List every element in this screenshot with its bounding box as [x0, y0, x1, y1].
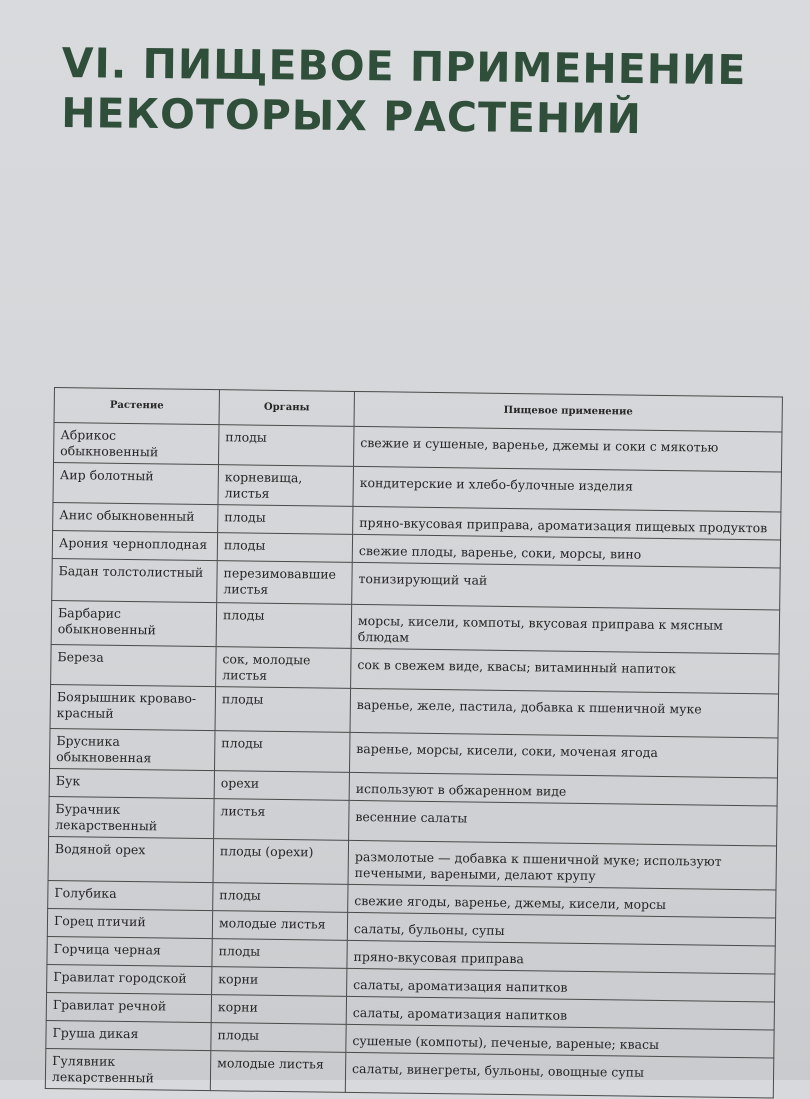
cell-organs: плоды: [217, 533, 352, 563]
cell-plant: Арония черноплодная: [52, 530, 217, 560]
cell-plant: Боярышник кроваво-красный: [50, 684, 216, 730]
header-organs: Органы: [219, 390, 354, 427]
cell-use: морсы, кисели, компоты, вкусовая приправа к мясным блюдам: [351, 604, 780, 654]
table-row: [45, 1048, 773, 1098]
cell-plant: Бурачник лекарственный: [49, 796, 215, 838]
cell-plant: Аир болотный: [53, 463, 219, 505]
cell-use: варенье, желе, пастила, добавка к пшеничной муке: [350, 688, 779, 738]
cell-plant: Груша дикая: [46, 1020, 211, 1050]
cell-use: свежие плоды, варенье, соки, морсы, вино: [352, 534, 780, 568]
cell-use: тонизирующий чай: [352, 562, 781, 610]
cell-organs: плоды: [212, 939, 347, 969]
cell-use: свежие ягоды, варенье, джемы, кисели, морсы: [348, 884, 776, 918]
cell-organs: плоды: [216, 603, 352, 649]
header-use: Пищевое применение: [354, 391, 782, 432]
cell-use: размолотые — добавка к пшеничной муке; используют печеными, вареными, делают крупу: [348, 840, 777, 890]
cell-plant: Береза: [51, 644, 217, 686]
cell-plant: Водяной орех: [48, 836, 214, 882]
chapter-title: [61, 38, 782, 146]
cell-plant: Барбарис обыкновенный: [51, 600, 217, 646]
cell-organs: листья: [214, 799, 350, 841]
cell-organs: молодые листья: [210, 1051, 346, 1093]
header-plant: Растение: [54, 388, 219, 425]
cell-plant: Бадан толстолистный: [52, 558, 218, 602]
chapter-title-line-2: НЕКОТОРЫХ РАСТЕНИЙ: [60, 88, 643, 144]
cell-use: сушеные (компоты), печеные, вареные; квасы: [346, 1024, 774, 1058]
cell-use: весенние салаты: [349, 800, 777, 846]
cell-use: свежие и сушеные, варенье, джемы и соки с мякотью: [353, 426, 781, 472]
cell-plant: Горец птичий: [47, 908, 212, 938]
cell-organs: корни: [212, 967, 347, 997]
cell-organs: плоды: [215, 687, 351, 733]
table-body: [45, 423, 782, 1098]
cell-organs: корневища, листья: [218, 465, 354, 507]
cell-organs: плоды: [211, 1023, 346, 1053]
cell-plant: Гравилат речной: [46, 992, 211, 1022]
cell-use: салаты, винегреты, бульоны, овощные супы: [345, 1052, 773, 1098]
cell-organs: плоды: [214, 731, 350, 773]
cell-plant: Бук: [49, 768, 214, 798]
cell-use: пряно-вкусовая приправа: [347, 940, 775, 974]
chapter-title-line-1: VI. ПИЩЕВОЕ ПРИМЕНЕНИЕ: [61, 38, 747, 95]
cell-plant: Голубика: [48, 880, 213, 910]
cell-use: салаты, ароматизация напитков: [346, 996, 774, 1030]
cell-organs: корни: [211, 995, 346, 1025]
cell-use: используют в обжаренном виде: [349, 772, 777, 806]
plants-table-container: [45, 387, 794, 1099]
cell-organs: орехи: [214, 771, 349, 801]
cell-organs: перезимовавшие листья: [217, 561, 353, 605]
cell-plant: Гулявник лекарственный: [45, 1048, 211, 1090]
cell-use: салаты, ароматизация напитков: [347, 968, 775, 1002]
cell-plant: Горчица черная: [47, 936, 212, 966]
cell-plant: Гравилат городской: [47, 964, 212, 994]
cell-use: сок в свежем виде, квасы; витаминный напиток: [351, 648, 779, 694]
cell-organs: плоды: [213, 883, 348, 913]
cell-organs: плоды: [218, 505, 353, 535]
cell-use: пряно-вкусовая приправа, ароматизация пищевых продуктов: [353, 506, 781, 540]
cell-organs: плоды (орехи): [213, 839, 349, 885]
cell-organs: плоды: [218, 425, 354, 467]
cell-use: салаты, бульоны, супы: [347, 912, 775, 946]
cell-plant: Анис обыкновенный: [53, 502, 218, 532]
plants-table: [45, 387, 783, 1098]
cell-use: кондитерские и хлебо-булочные изделия: [353, 466, 781, 512]
cell-plant: Абрикос обыкновенный: [54, 423, 220, 465]
cell-organs: сок, молодые листья: [216, 647, 352, 689]
cell-use: варенье, морсы, кисели, соки, моченая ягода: [349, 732, 777, 778]
cell-organs: молодые листья: [212, 911, 347, 941]
cell-plant: Брусника обыкновенная: [50, 728, 216, 770]
